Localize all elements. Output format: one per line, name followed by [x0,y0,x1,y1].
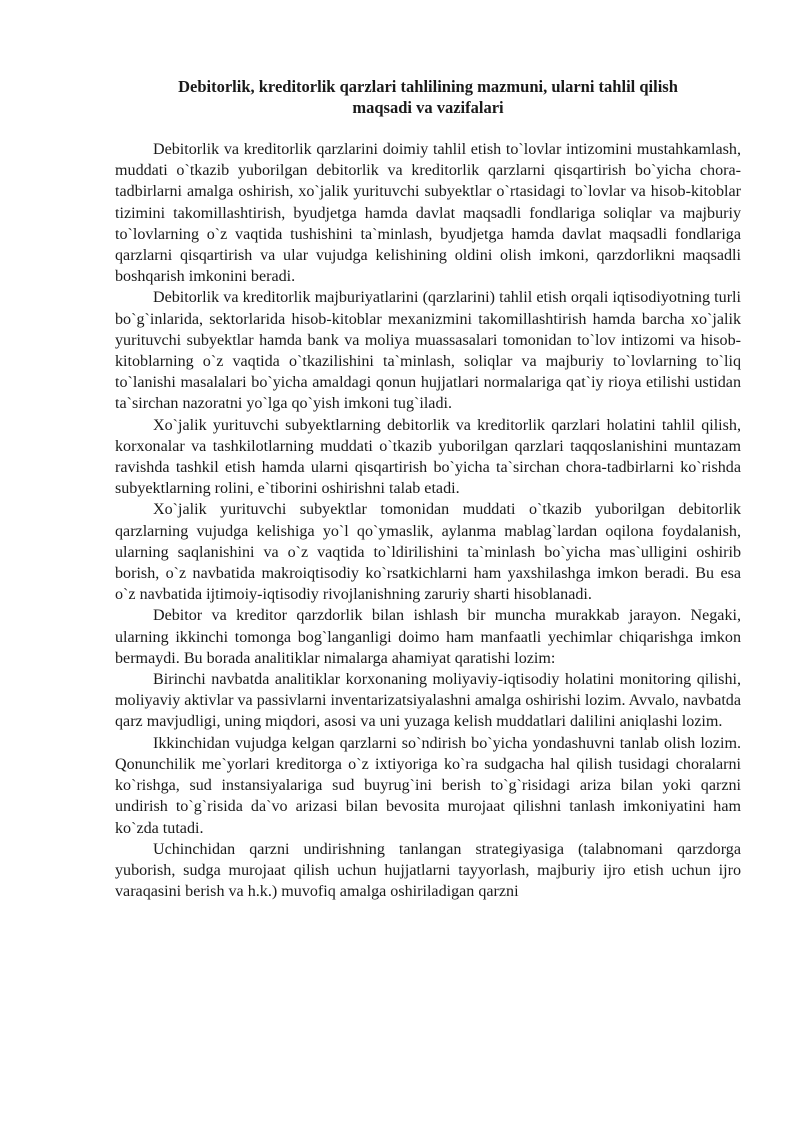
document-title [115,76,741,118]
paragraph-3: Xo`jalik yurituvchi subyektlarning debitorlik va kreditorlik qarzlari holatini tahlil qilish, korxonalar va tashkilotlarning muddati o`tkazib yuborilgan qarzlari taqqoslanishini muntazam ravishda tashkil etish hamda ularni qisqartirish bo`yicha ta`sirchan chora-tadbirlarni ko`rishda subyektlarning rolini, e`tiborini oshirishni talab etadi. [115,416,741,498]
paragraph-2: Debitorlik va kreditorlik majburiyatlarini (qarzlarini) tahlil etish orqali iqtisodiyotning turli bo`g`inlarida, sektorlarida hisob-kitoblar mexanizmini takomillashtirish hamda barcha xo`jalik yurituvchi subyektlar hamda bank va moliya muassasalari tomonidan to`lov intizomi va hisob-kitoblarning o`z vaqtida o`tkazilishini ta`minlash, soliqlar va majburiy to`lovlarning to`liq to`lanishi masalalari bo`yicha amaldagi qonun hujjatlari normalariga qat`iy rioya etilishi ustidan ta`sirchan nazoratni yo`lga qo`yish imkoni tug`iladi. [115,289,741,413]
paragraph-7: Ikkinchidan vujudga kelgan qarzlarni so`ndirish bo`yicha yondashuvni tanlab olish lozim. Qonunchilik me`yorlari kreditorga o`z ixtiyoriga ko`ra sudgacha hal qilish tusidagi choralarni ko`rishga, sud instansiyalariga sud buyrug`ini berish to`g`risidagi ariza bilan yoki qarzni undirish to`g`risida da`vo arizasi bilan bevosita murojaat qilishni tanlash imkoniyatini ham ko`zda tutadi. [115,734,741,837]
title-line-1: Debitorlik, kreditorlik qarzlari tahlilining mazmuni, ularni tahlil qilish [178,77,678,96]
paragraph-1: Debitorlik va kreditorlik qarzlarini doimiy tahlil etish to`lovlar intizomini mustahkamlash, muddati o`tkazib yuborilgan debitorlik va kreditorlik qarzlarni qisqartirish bo`yicha chora-tadbirlarni amalga oshirish, xo`jalik yurituvchi subyektlar o`rtasidagi to`lovlar va hisob-kitoblar tizimini takomillashtirish, byudjetga hamda davlat maqsadli fondlariga soliqlar va majburiy to`lovlarning o`z vaqtida tushishini ta`minlash, byudjetga hamda davlat maqsadli fondlariga qarzlarni qisqartirish va ular vujudga kelishining oldini olish imkoni, qarzdorlikni maqsadli boshqarish imkonini beradi. [115,141,741,286]
title-line-2: maqsadi va vazifalari [352,98,504,117]
paragraph-4: Xo`jalik yurituvchi subyektlar tomonidan muddati o`tkazib yuborilgan debitorlik qarzlarning vujudga kelishiga yo`l qo`ymaslik, aylanma mablag`lardan oqilona foydalanish, ularning saqlanishini va o`z vaqtida to`ldirilishini ta`minlash bo`yicha mas`ulligini oshirib borish, o`z navbatida makroiqtisodiy ko`rsatkichlarni ham yaxshilashga imkon beradi. Bu esa o`z navbatida ijtimoiy-iqtisodiy rivojlanishning zaruriy sharti hisoblanadi. [115,501,741,604]
paragraph-6: Birinchi navbatda analitiklar korxonaning moliyaviy-iqtisodiy holatini monitoring qilishi, moliyaviy aktivlar va passivlarni inventarizatsiyalashni amalga oshirishi lozim. Avvalo, navbatda qarz mavjudligi, uning miqdori, asosi va uni yuzaga kelish muddatlari dalilini aniqlashi lozim. [115,671,741,731]
paragraph-8: Uchinchidan qarzni undirishning tanlangan strategiyasiga (talabnomani qarzdorga yuborish, sudga murojaat qilish uchun hujjatlarni tayyorlash, majburiy ijro etish uchun ijro varaqasini berish va h.k.) muvofiq amalga oshiriladigan qarzni [115,840,741,901]
document-page [115,76,741,902]
paragraph-5: Debitor va kreditor qarzdorlik bilan ishlash bir muncha murakkab jarayon. Negaki, ularning ikkinchi tomonga bog`langanligi doimo ham manfaatli yechimlar chiqarishga imkon bermaydi. Bu borada analitiklar nimalarga ahamiyat qaratishi lozim: [115,607,741,667]
